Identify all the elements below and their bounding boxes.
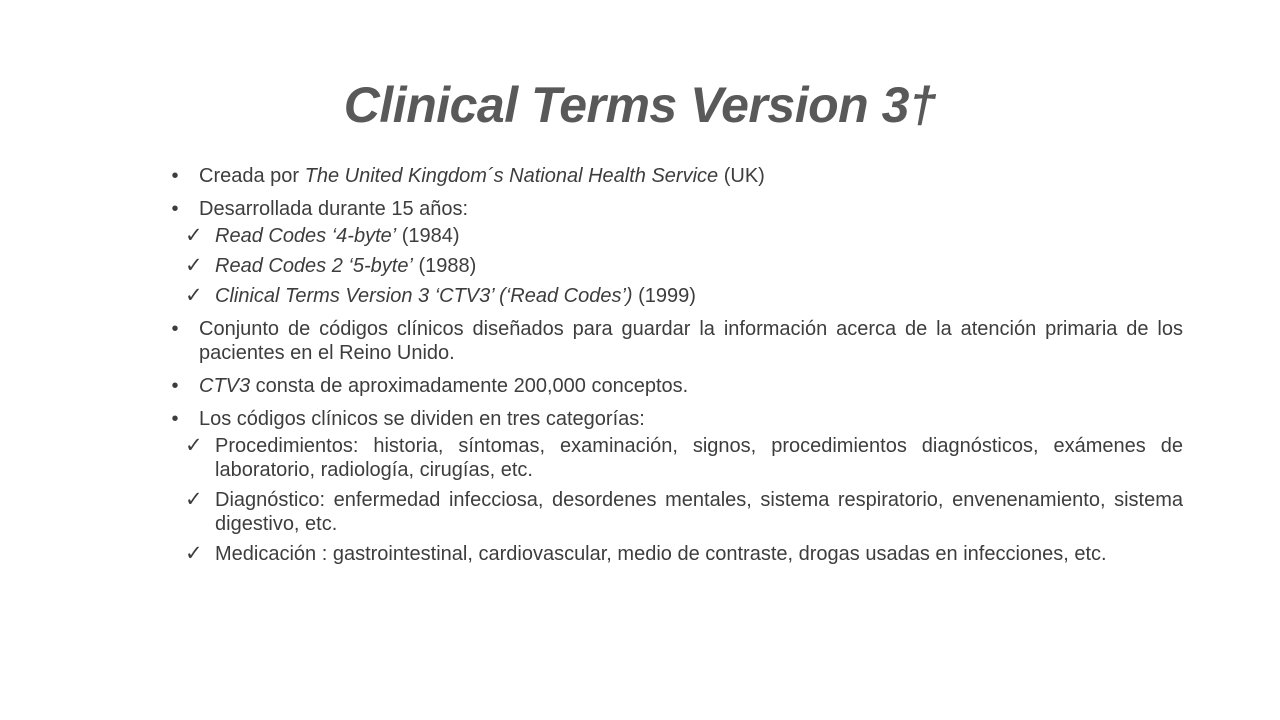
- bullet-item: [168, 197, 1183, 308]
- sub-item: [185, 434, 1183, 482]
- bullet-text: Creada por: [199, 165, 305, 187]
- checkmark-icon: ✓: [185, 284, 203, 307]
- sub-item-text: (1988): [412, 255, 477, 277]
- sub-item: [185, 284, 1183, 308]
- slide-title: Clinical Terms Version 3†: [343, 77, 937, 133]
- bullet-text: consta de aproximadamente 200,000 conceptos.: [250, 375, 689, 397]
- bullet-dot-icon: •: [171, 198, 179, 220]
- bullet-item: [168, 374, 1183, 398]
- sub-item-italic: Clinical Terms Version 3 ‘CTV3’ (‘Read Codes’): [215, 285, 633, 307]
- slide-body: [168, 164, 1183, 575]
- bullet-item: [168, 164, 1183, 188]
- bullet-dot-icon: •: [171, 408, 179, 430]
- checkmark-icon: ✓: [185, 254, 203, 277]
- sub-list: [185, 434, 1183, 566]
- sub-item-italic: Read Codes ‘4-byte’: [215, 225, 397, 247]
- sub-item: [185, 224, 1183, 248]
- sub-item-italic: Read Codes 2 ‘5-byte’: [215, 255, 413, 277]
- bullet-text-italic: The United Kingdom´s National Health Service: [304, 165, 719, 187]
- bullet-text: Los códigos clínicos se dividen en tres categorías:: [199, 408, 645, 430]
- sub-item: [185, 254, 1183, 278]
- checkmark-icon: ✓: [185, 434, 203, 457]
- sub-item: [185, 488, 1183, 536]
- checkmark-icon: ✓: [185, 488, 203, 511]
- sub-item-text: (1999): [632, 285, 696, 307]
- sub-item-text: Procedimientos: historia, síntomas, examinación, signos, procedimientos diagnósticos, exámenes de laboratorio, radiología, cirugías, etc.: [215, 435, 1183, 481]
- bullet-text: (UK): [718, 165, 765, 187]
- bullet-text: Desarrollada durante 15 años:: [199, 198, 469, 220]
- checkmark-icon: ✓: [185, 224, 203, 247]
- bullet-text-italic: CTV3: [199, 375, 251, 397]
- bullet-dot-icon: •: [171, 318, 179, 340]
- sub-item: [185, 542, 1183, 566]
- bullet-list: [168, 164, 1183, 566]
- bullet-item: [168, 407, 1183, 566]
- bullet-dot-icon: •: [171, 375, 179, 397]
- bullet-text: Conjunto de códigos clínicos diseñados para guardar la información acerca de la atención primaria de los pacientes en el Reino Unido.: [199, 318, 1183, 364]
- sub-item-text: Medicación : gastrointestinal, cardiovascular, medio de contraste, drogas usadas en infecciones, etc.: [215, 543, 1107, 565]
- checkmark-icon: ✓: [185, 542, 203, 565]
- bullet-item: [168, 317, 1183, 365]
- sub-item-text: (1984): [396, 225, 460, 247]
- bullet-dot-icon: •: [171, 165, 179, 187]
- sub-item-text: Diagnóstico: enfermedad infecciosa, desordenes mentales, sistema respiratorio, envenenamiento, sistema digestivo, etc.: [215, 489, 1183, 535]
- sub-list: [185, 224, 1183, 308]
